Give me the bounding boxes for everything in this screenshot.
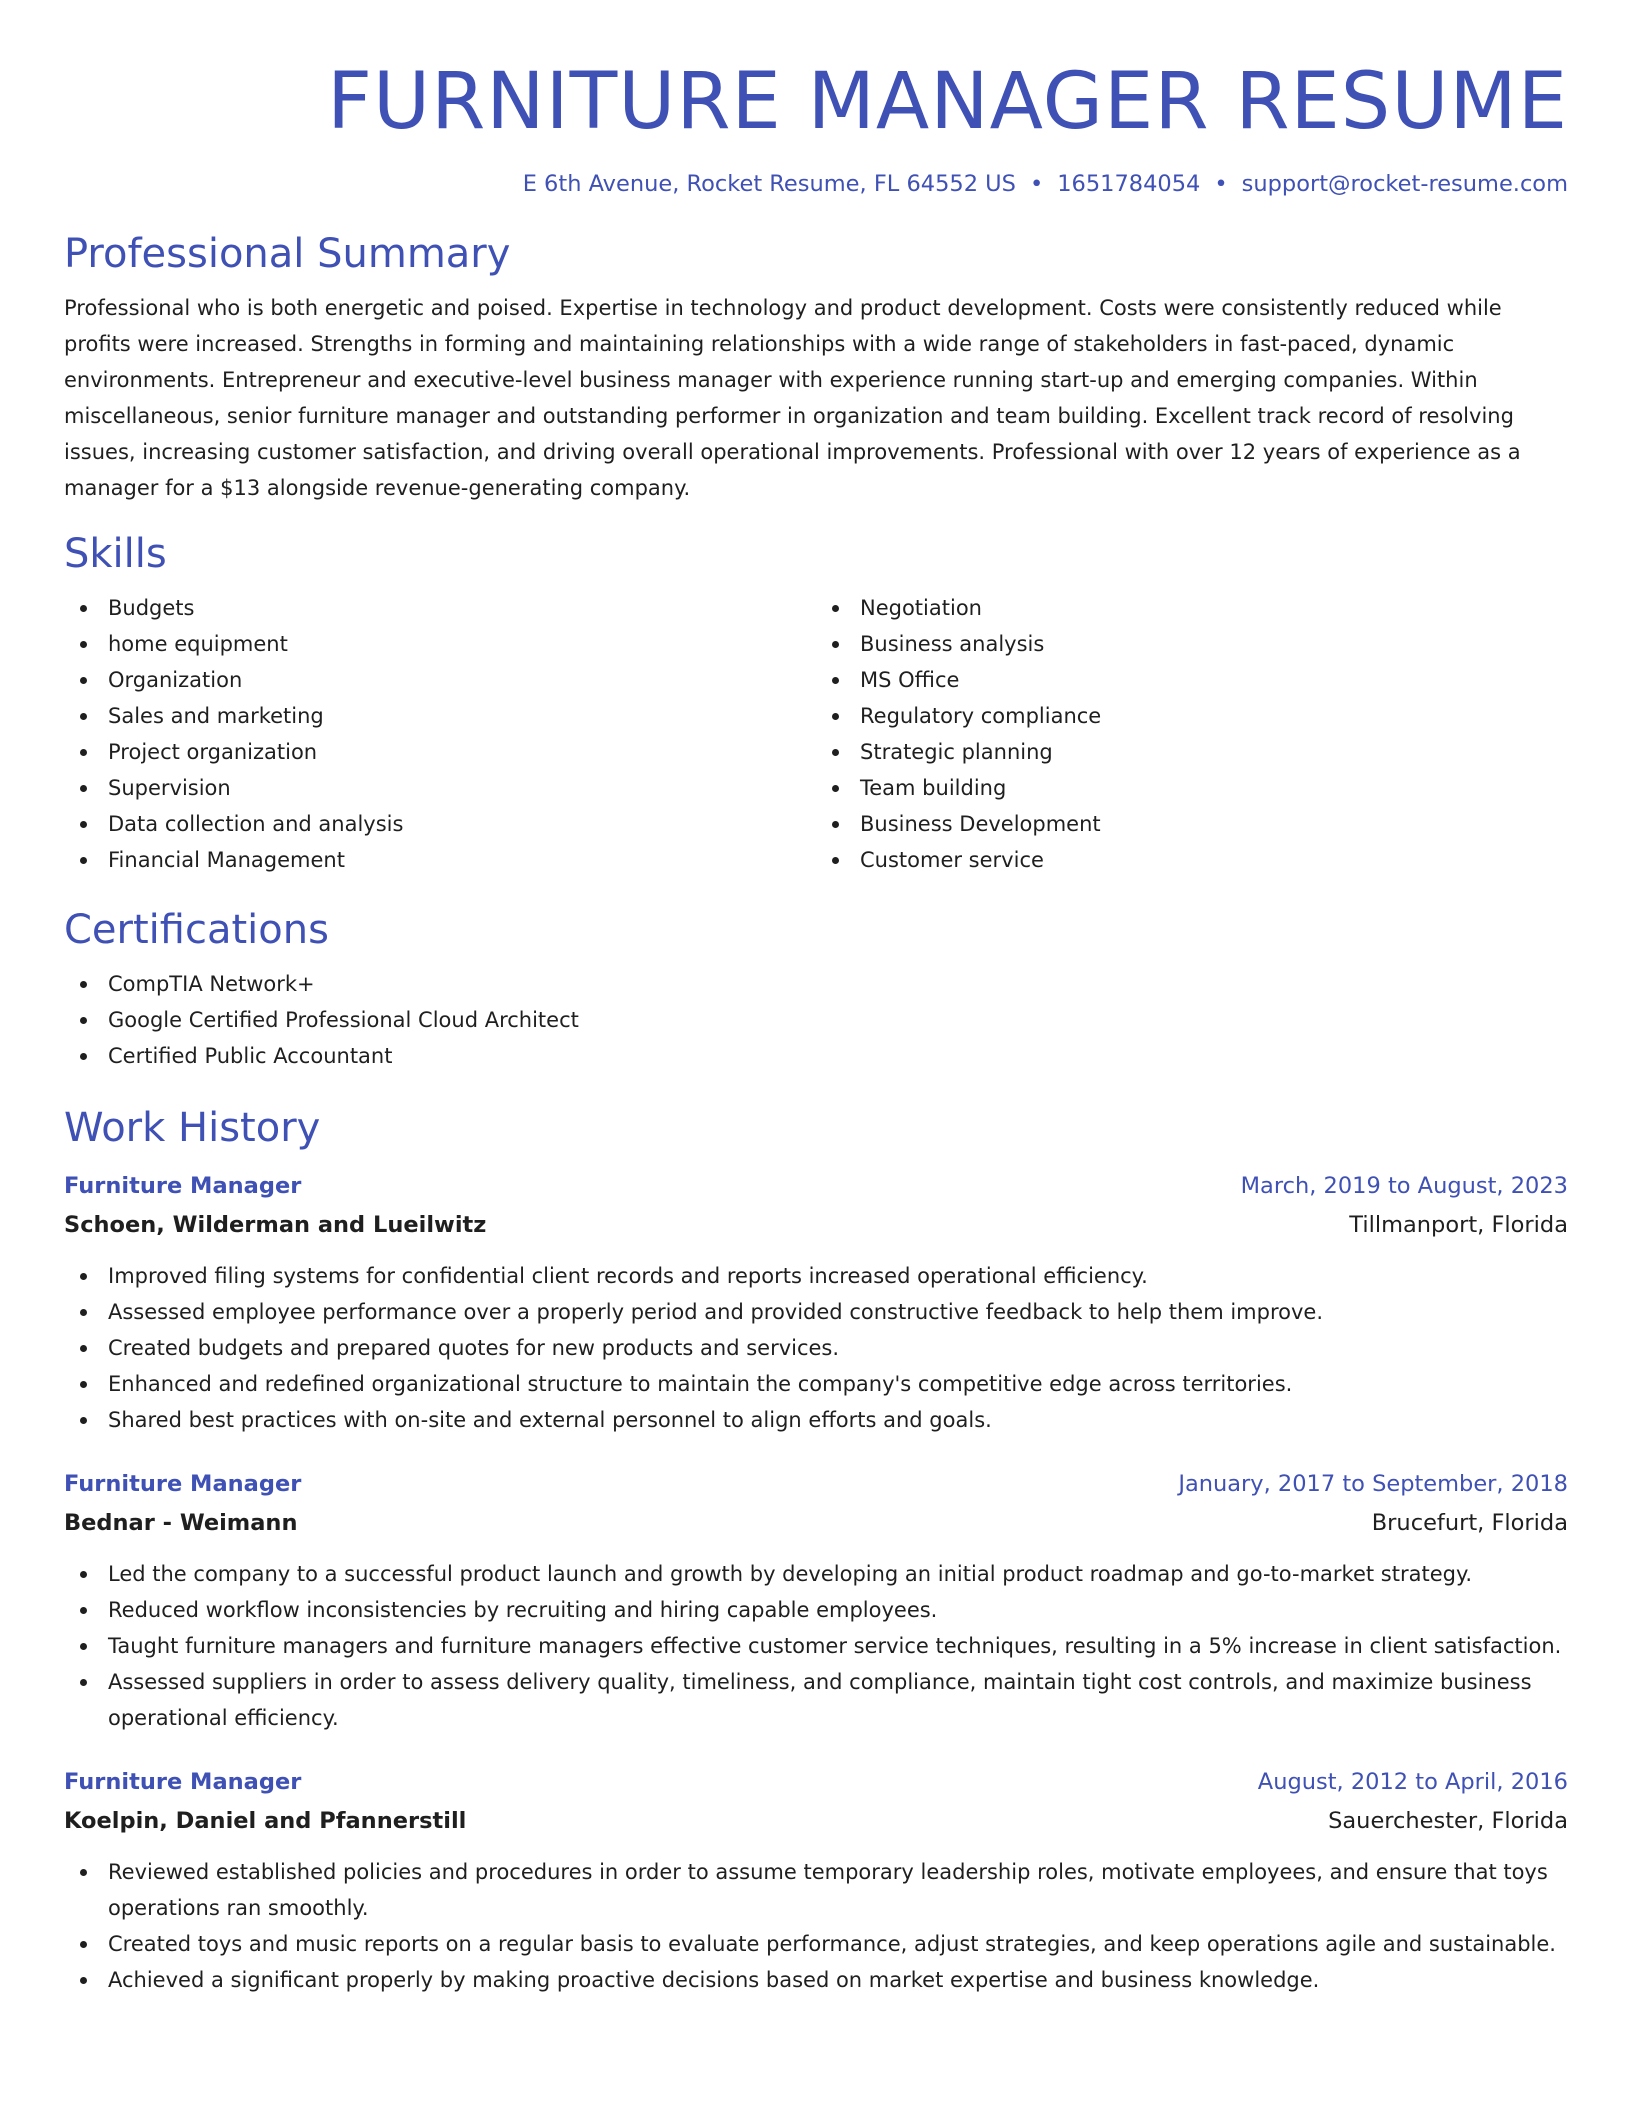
skill-item: Data collection and analysis — [108, 806, 816, 842]
skill-item: Team building — [860, 770, 1568, 806]
job-bullet-list — [64, 1854, 1568, 1998]
skill-item: Supervision — [108, 770, 816, 806]
skill-item: Financial Management — [108, 842, 816, 878]
job-location: Tillmanport, Florida — [1349, 1212, 1568, 1238]
job-header-row — [64, 1762, 1568, 1802]
summary-heading: Professional Summary — [64, 231, 511, 277]
certifications-heading: Certifications — [64, 907, 329, 953]
job-company: Bednar - Weimann — [64, 1510, 298, 1536]
skill-item: MS Office — [860, 662, 1568, 698]
job-entry — [64, 1762, 1568, 1998]
contact-email[interactable]: support@rocket-resume.com — [1241, 171, 1568, 197]
certification-item: Certified Public Accountant — [64, 1038, 1568, 1074]
skill-item: Budgets — [108, 590, 816, 626]
summary-text: Professional who is both energetic and poised. Expertise in technology and product development. Costs were consistently reduced while profits were increased. Strengths in forming and maintaining relationships with a wide range of stakeholders in fast-paced, dynamic environments. Entrepreneur and executive-level business manager with experience running start-up and emerging companies. Within miscellaneous, senior furniture manager and outstanding performer in organization and team building. Excellent track record of resolving issues, increasing customer satisfaction, and driving overall operational improvements. Professional with over 12 years of experience as a manager for a $13 alongside revenue-generating company. — [64, 296, 1521, 500]
skill-item: Regulatory compliance — [860, 698, 1568, 734]
contact-separator: • — [1214, 171, 1228, 197]
contact-separator: • — [1029, 171, 1044, 197]
certification-item: Google Certified Professional Cloud Architect — [64, 1002, 1568, 1038]
job-bullet: Created budgets and prepared quotes for new products and services. — [64, 1330, 1568, 1366]
job-company: Schoen, Wilderman and Lueilwitz — [64, 1212, 487, 1238]
job-bullet: Reviewed established policies and procedures in order to assume temporary leadership roles, motivate employees, and ensure that toys operations ran smoothly. — [64, 1854, 1568, 1926]
job-header-row — [64, 1166, 1568, 1206]
job-company-row — [64, 1504, 1568, 1542]
job-bullet: Reduced workflow inconsistencies by recruiting and hiring capable employees. — [64, 1592, 1568, 1628]
job-bullet: Assessed suppliers in order to assess delivery quality, timeliness, and compliance, maintain tight cost controls, and maximize business operational efficiency. — [64, 1664, 1568, 1736]
job-bullet: Assessed employee performance over a properly period and provided constructive feedback to help them improve. — [64, 1294, 1568, 1330]
job-bullet: Enhanced and redefined organizational structure to maintain the company's competitive edge across territories. — [64, 1366, 1568, 1402]
contact-address: E 6th Avenue, Rocket Resume, FL 64552 US — [522, 171, 1016, 197]
certification-item: CompTIA Network+ — [64, 966, 1568, 1002]
job-dates: January, 2017 to September, 2018 — [1178, 1471, 1568, 1497]
job-location: Brucefurt, Florida — [1371, 1510, 1568, 1536]
job-location: Sauerchester, Florida — [1328, 1808, 1568, 1834]
job-bullet: Improved filing systems for confidential client records and reports increased operational efficiency. — [64, 1258, 1568, 1294]
job-bullet: Created toys and music reports on a regular basis to evaluate performance, adjust strategies, and keep operations agile and sustainable. — [64, 1926, 1568, 1962]
job-bullet: Achieved a significant properly by making proactive decisions based on market expertise and business knowledge. — [64, 1962, 1568, 1998]
job-title: Furniture Manager — [64, 1173, 302, 1199]
job-bullet: Shared best practices with on-site and external personnel to align efforts and goals. — [64, 1402, 1568, 1438]
job-bullet-list — [64, 1556, 1568, 1736]
job-header-row — [64, 1464, 1568, 1504]
job-title: Furniture Manager — [64, 1769, 302, 1795]
job-company-row — [64, 1206, 1568, 1244]
job-title: Furniture Manager — [64, 1471, 302, 1497]
skills-list-left — [64, 590, 816, 878]
job-dates: March, 2019 to August, 2023 — [1240, 1173, 1568, 1199]
skill-item: home equipment — [108, 626, 816, 662]
job-entry — [64, 1166, 1568, 1438]
skills-heading: Skills — [64, 531, 167, 577]
certifications-list — [64, 966, 1568, 1074]
job-company: Koelpin, Daniel and Pfannerstill — [64, 1808, 467, 1834]
skill-item: Project organization — [108, 734, 816, 770]
skills-list-right — [816, 590, 1568, 878]
contact-line — [64, 168, 1568, 200]
skill-item: Strategic planning — [860, 734, 1568, 770]
skill-item: Sales and marketing — [108, 698, 816, 734]
skill-item: Organization — [108, 662, 816, 698]
contact-phone: 1651784054 — [1057, 171, 1201, 197]
skill-item: Negotiation — [860, 590, 1568, 626]
job-company-row — [64, 1802, 1568, 1840]
job-dates: August, 2012 to April, 2016 — [1257, 1769, 1568, 1795]
job-bullet: Taught furniture managers and furniture managers effective customer service techniques, resulting in a 5% increase in client satisfaction. — [64, 1628, 1568, 1664]
skill-item: Business Development — [860, 806, 1568, 842]
skill-item: Customer service — [860, 842, 1568, 878]
resume-title: FURNITURE MANAGER RESUME — [327, 57, 1568, 147]
job-entry — [64, 1464, 1568, 1736]
work-history-heading: Work History — [64, 1105, 321, 1151]
skill-item: Business analysis — [860, 626, 1568, 662]
job-bullet-list — [64, 1258, 1568, 1438]
job-bullet: Led the company to a successful product launch and growth by developing an initial product roadmap and go-to-market strategy. — [64, 1556, 1568, 1592]
skills-columns — [64, 590, 1568, 878]
